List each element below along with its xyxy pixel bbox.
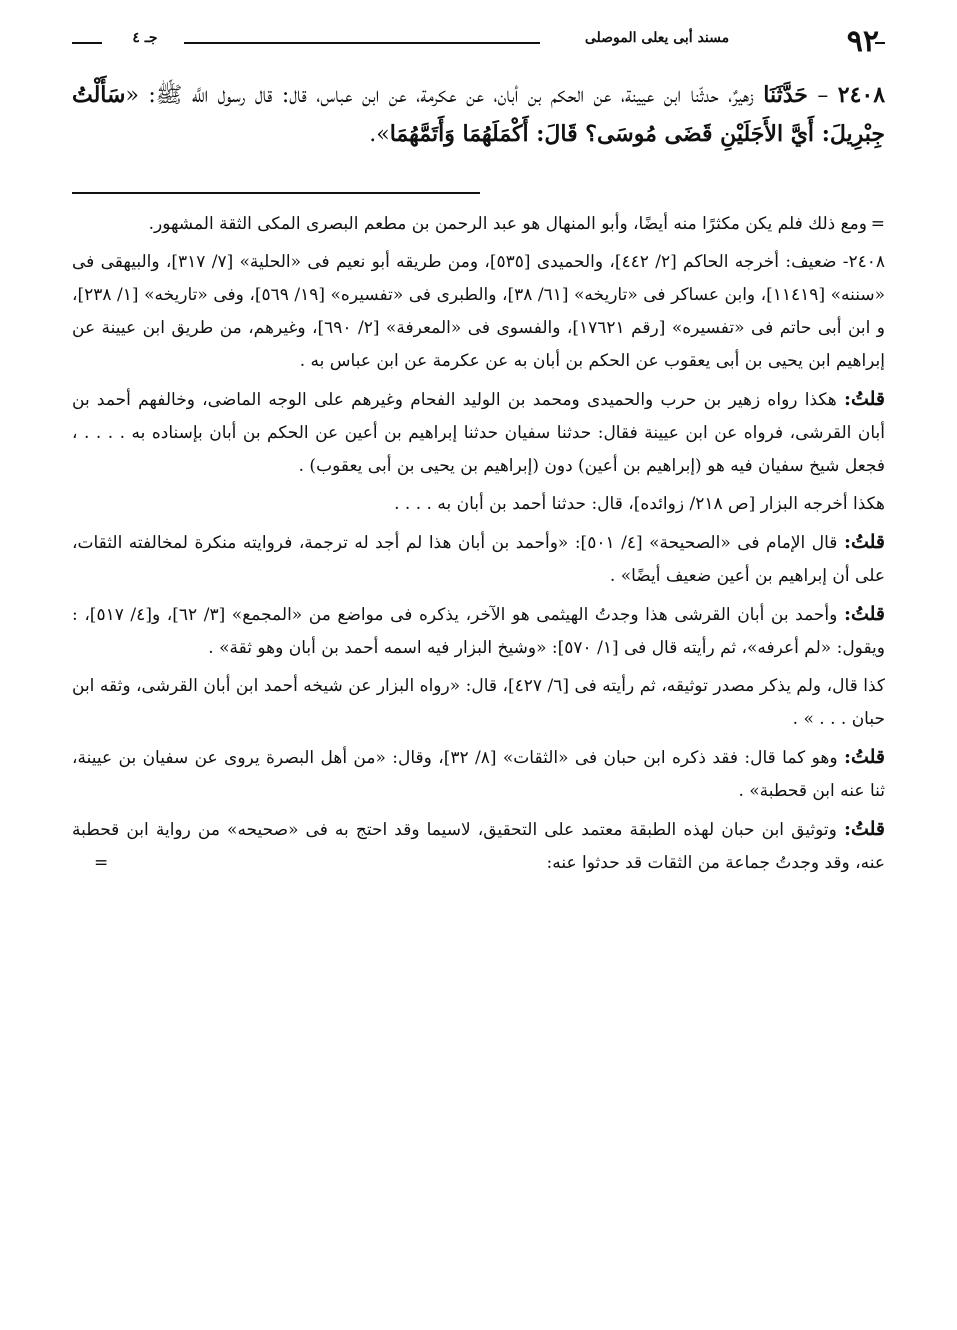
hadith-isnad: زهيرٌ، حدثّنا ابن عيينة، عن الحكم بن أبان، عن عكرمة، عن ابن عباس، قال: قال رسول اللَّه ﷺ: « [125, 83, 754, 108]
end-mark: = [94, 853, 109, 873]
qultu-label: قلتُ: [843, 818, 886, 840]
footnote-continuation: = ومع ذلك فلم يكن مكثرًا منه أيضًا، وأبو المنهال هو عبد الرحمن بن مطعم البصرى المكى الثقة المشهور. [72, 208, 885, 241]
footnote-paragraph: قلتُ: وهو كما قال: فقد ذكره ابن حبان فى «الثقات» [٨/ ٣٢]، وقال: «من أهل البصرة يروى عن سفيان بن عيينة، ثنا عنه ابن قحطبة» . [72, 746, 886, 801]
footnote-takhrij: ٢٤٠٨- ضعيف: أخرجه الحاكم [٢/ ٤٤٢]، والحميدى [٥٣٥]، ومن طريقه أبو نعيم فى «الحلية» [٧/ ٣١٧]، والبيهقى فى «سننه» [١١٤١٩]، وابن عساكر فى «تاريخه» [٦١/ ٣٨]، والطبرى فى «تفسيره» [١٩/ ٥٦٩]، وفى «تاريخه» [١/ ٢٣٨]، و ابن أبى حاتم فى «تفسيره» [رقم ١٧٦٢١]، والفسوى فى «المعرفة» [٢/ ٦٩٠]، وغيرهم، من طريق ابن عيينة عن إبراهيم ابن يحيى بن أبى يعقوب عن الحكم بن أبان به عن عكرمة عن ابن عباس به . [72, 252, 886, 371]
qultu-label: قلتُ: [843, 531, 885, 553]
footnote-paragraph: قلتُ: قال الإمام فى «الصحيحة» [٤/ ٥٠١]: «وأحمد بن أبان هذا لم أجد له ترجمة، فروايته منكرة لمخالفته الثقات، على أن إبراهيم بن أعين ضعيف أيضًا» . [72, 531, 885, 586]
qultu-label: قلتُ: [843, 388, 885, 410]
hadith-text [72, 76, 885, 154]
footnote-paragraph: كذا قال، ولم يذكر مصدر توثيقه، ثم رأيته فى [٦/ ٤٢٧]، قال: «رواه البزار عن شيخه أحمد ابن أبان القرشى، وثقه ابن حبان . . . » . [72, 676, 885, 729]
footnotes [72, 208, 885, 880]
hadith-dash: – [817, 83, 829, 108]
book-title: مسند أبى يعلى الموصلى [584, 30, 730, 46]
qultu-label: قلتُ: [843, 603, 885, 625]
hadith-close: ». [369, 122, 390, 147]
page-number: ٩٢ [846, 24, 879, 59]
part-number: جـ ٤ [132, 30, 158, 46]
book-page [72, 22, 885, 1290]
continuation-mark: = [870, 214, 885, 234]
header-rule [72, 42, 102, 44]
takhrij-label: ٢٤٠٨- ضعيف: [785, 252, 886, 272]
footnote-separator [72, 192, 480, 194]
hadith-matn: سَأَلْتُ جِبْرِيلَ: أَيَّ الأَجَلَيْنِ قَضَى مُوسَى؟ قَالَ: أَكْمَلَهُمَا وَأَتَمَّهُمَا [72, 82, 885, 147]
hadith-number: ٢٤٠٨ [837, 82, 886, 108]
header-rule [184, 42, 540, 44]
hadith-verb: حَدَّثَنَا [763, 82, 808, 108]
footnote-paragraph: قلتُ: وأحمد بن أبان القرشى هذا وجدتُ الهيثمى هو الآخر، يذكره فى مواضع من «المجمع» [٣/ ٦٢]، و[٤/ ٥١٧]، : ويقول: «لم أعرفه»، ثم رأيته قال فى [١/ ٥٧٠]: «وشيخ البزار فيه اسمه أحمد بن أبان وهو ثقة» . [72, 603, 885, 658]
running-header [72, 22, 885, 64]
footnote-paragraph: هكذا أخرجه البزار [ص ٢١٨/ زوائده]، قال: حدثنا أحمد بن أبان به . . . . [394, 494, 885, 514]
footnote-paragraph: قلتُ: هكذا رواه زهير بن حرب والحميدى ومحمد بن الوليد الفحام وغيرهم على الوجه الماضى، وخالفهم أحمد بن أبان القرشى، فرواه عن ابن عيينة فقال: حدثنا سفيان حدثنا إبراهيم بن أعين عن الحكم بن أبان بإسناده به . . . . ، فجعل شيخ سفيان فيه هو (إبراهيم بن أعين) دون (إبراهيم بن يحيى بن أبى يعقوب) . [72, 388, 885, 476]
footnote-paragraph: قلتُ: وتوثيق ابن حبان لهذه الطبقة معتمد على التحقيق، لاسيما وقد احتج به فى «صحيحه» من رواية ابن قحطبة عنه، وقد وجدتُ جماعة من الثقات قد حدثوا عنه: = [72, 813, 885, 880]
qultu-label: قلتُ: [843, 746, 886, 768]
